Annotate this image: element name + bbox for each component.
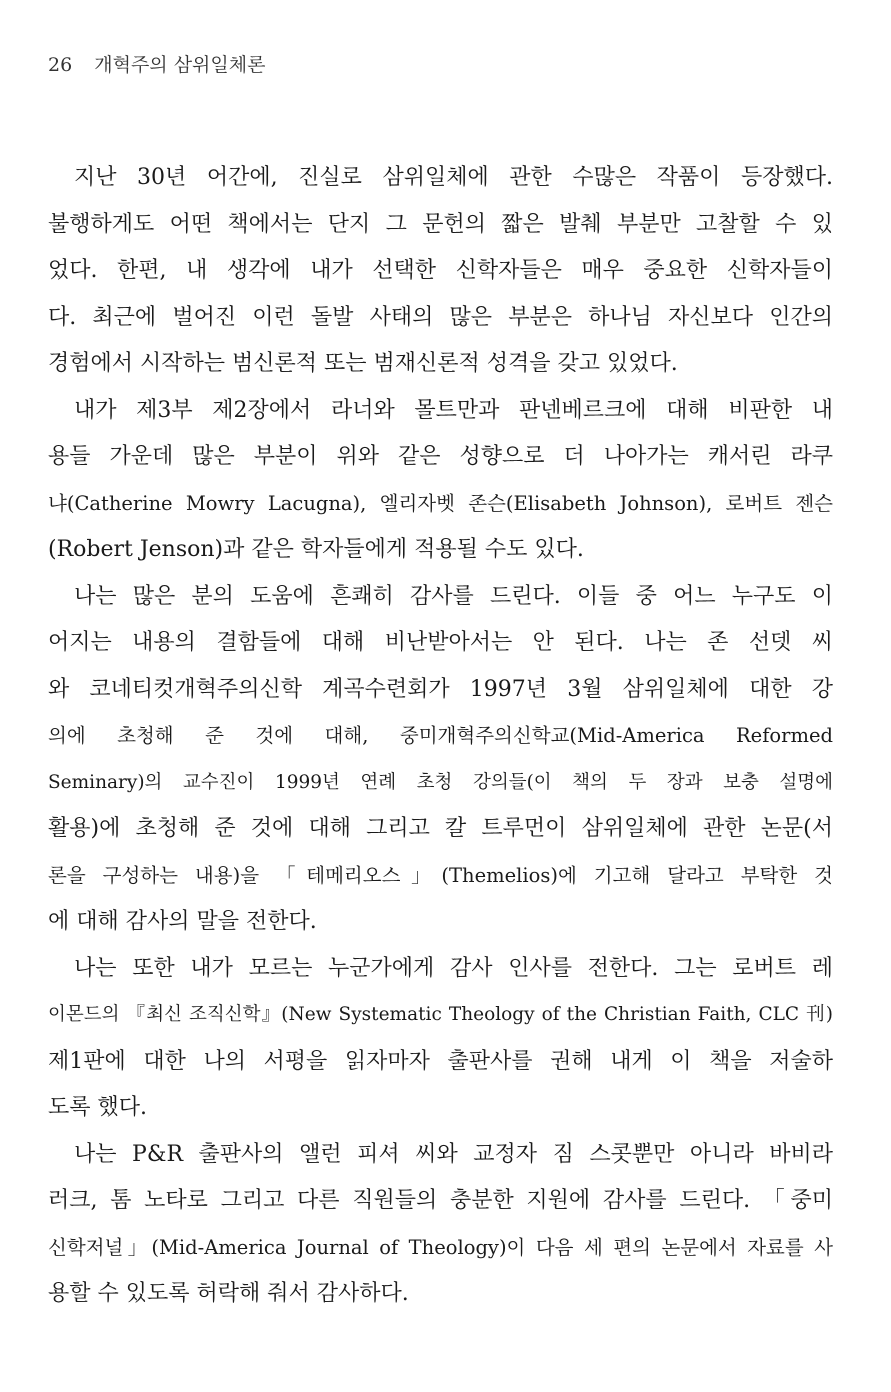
text-line: 용들 가운데 많은 부분이 위와 같은 성향으로 더 나아가는 캐서린 라쿠 (48, 444, 833, 469)
text-line: 신학저널」(Mid-America Journal of Theology)이 다음 세 편의 논문에서 자료를 사 (48, 1235, 833, 1259)
paragraph-1 (48, 155, 833, 388)
text-line: 용할 수 있도록 허락해 줘서 감사하다. (48, 1281, 409, 1306)
text-line: 나는 많은 분의 도움에 흔쾌히 감사를 드린다. 이들 중 어느 누구도 이 (74, 583, 833, 609)
text-line: 냐(Catherine Mowry Lacugna), 엘리자벳 존슨(Elisabeth Johnson), 로버트 젠슨 (48, 491, 833, 515)
text-line: 와 코네티컷개혁주의신학 계곡수련회가 1997년 3월 삼위일체에 대한 강 (48, 676, 833, 702)
paragraph-5 (48, 1132, 833, 1318)
page-number: 26 (48, 54, 73, 76)
text-line: 불행하게도 어떤 책에서는 단지 그 문헌의 짧은 발췌 부분만 고찰할 수 있 (48, 211, 833, 237)
text-line: Seminary)의 교수진이 1999년 연례 초청 강의들(이 책의 두 장과 보충 설명에 (48, 771, 833, 793)
text-line: 도록 했다. (48, 1095, 147, 1120)
paragraph-3 (48, 574, 833, 946)
body-text (48, 155, 833, 1318)
paragraph-4 (48, 946, 833, 1132)
text-line: 나는 또한 내가 모르는 누군가에게 감사 인사를 전한다. 그는 로버트 레 (74, 955, 833, 981)
text-line: 었다. 한편, 내 생각에 내가 선택한 신학자들은 매우 중요한 신학자들이 (48, 258, 833, 283)
text-line: 다. 최근에 벌어진 이런 돌발 사태의 많은 부분은 하나님 자신보다 인간의 (48, 304, 833, 330)
book-title: 개혁주의 삼위일체론 (94, 54, 266, 76)
paragraph-2 (48, 388, 833, 574)
text-line: 내가 제3부 제2장에서 라너와 몰트만과 판넨베르크에 대해 비판한 내 (74, 397, 833, 423)
text-line: 어지는 내용의 결함들에 대해 비난받아서는 안 된다. 나는 존 선뎃 씨 (48, 630, 833, 655)
text-line: 이몬드의 『최신 조직신학』(New Systematic Theology of the Christian Faith, CLC 刊) (48, 1004, 833, 1025)
running-header (48, 50, 265, 77)
text-line: 활용)에 초청해 준 것에 대해 그리고 칼 트루먼이 삼위일체에 관한 논문(서 (48, 816, 833, 841)
text-line: 의에 초청해 준 것에 대해, 중미개혁주의신학교(Mid-America Reformed (48, 724, 833, 747)
text-line: 경험에서 시작하는 범신론적 또는 범재신론적 성격을 갖고 있었다. (48, 351, 678, 376)
text-line: 러크, 톰 노타로 그리고 다른 직원들의 충분한 지원에 감사를 드린다. 「중미 (48, 1188, 833, 1213)
text-line: 제1판에 대한 나의 서평을 읽자마자 출판사를 권해 내게 이 책을 저술하 (48, 1048, 833, 1074)
text-line: 나는 P&R 출판사의 앨런 피셔 씨와 교정자 짐 스콧뿐만 아니라 바비라 (74, 1141, 833, 1167)
text-line: 에 대해 감사의 말을 전한다. (48, 909, 317, 934)
text-line: (Robert Jenson)과 같은 학자들에게 적용될 수도 있다. (48, 537, 584, 562)
text-line: 지난 30년 어간에, 진실로 삼위일체에 관한 수많은 작품이 등장했다. (74, 165, 833, 190)
text-line: 론을 구성하는 내용)을 「테메리오스」(Themelios)에 기고해 달라고 부탁한 것 (48, 863, 833, 887)
